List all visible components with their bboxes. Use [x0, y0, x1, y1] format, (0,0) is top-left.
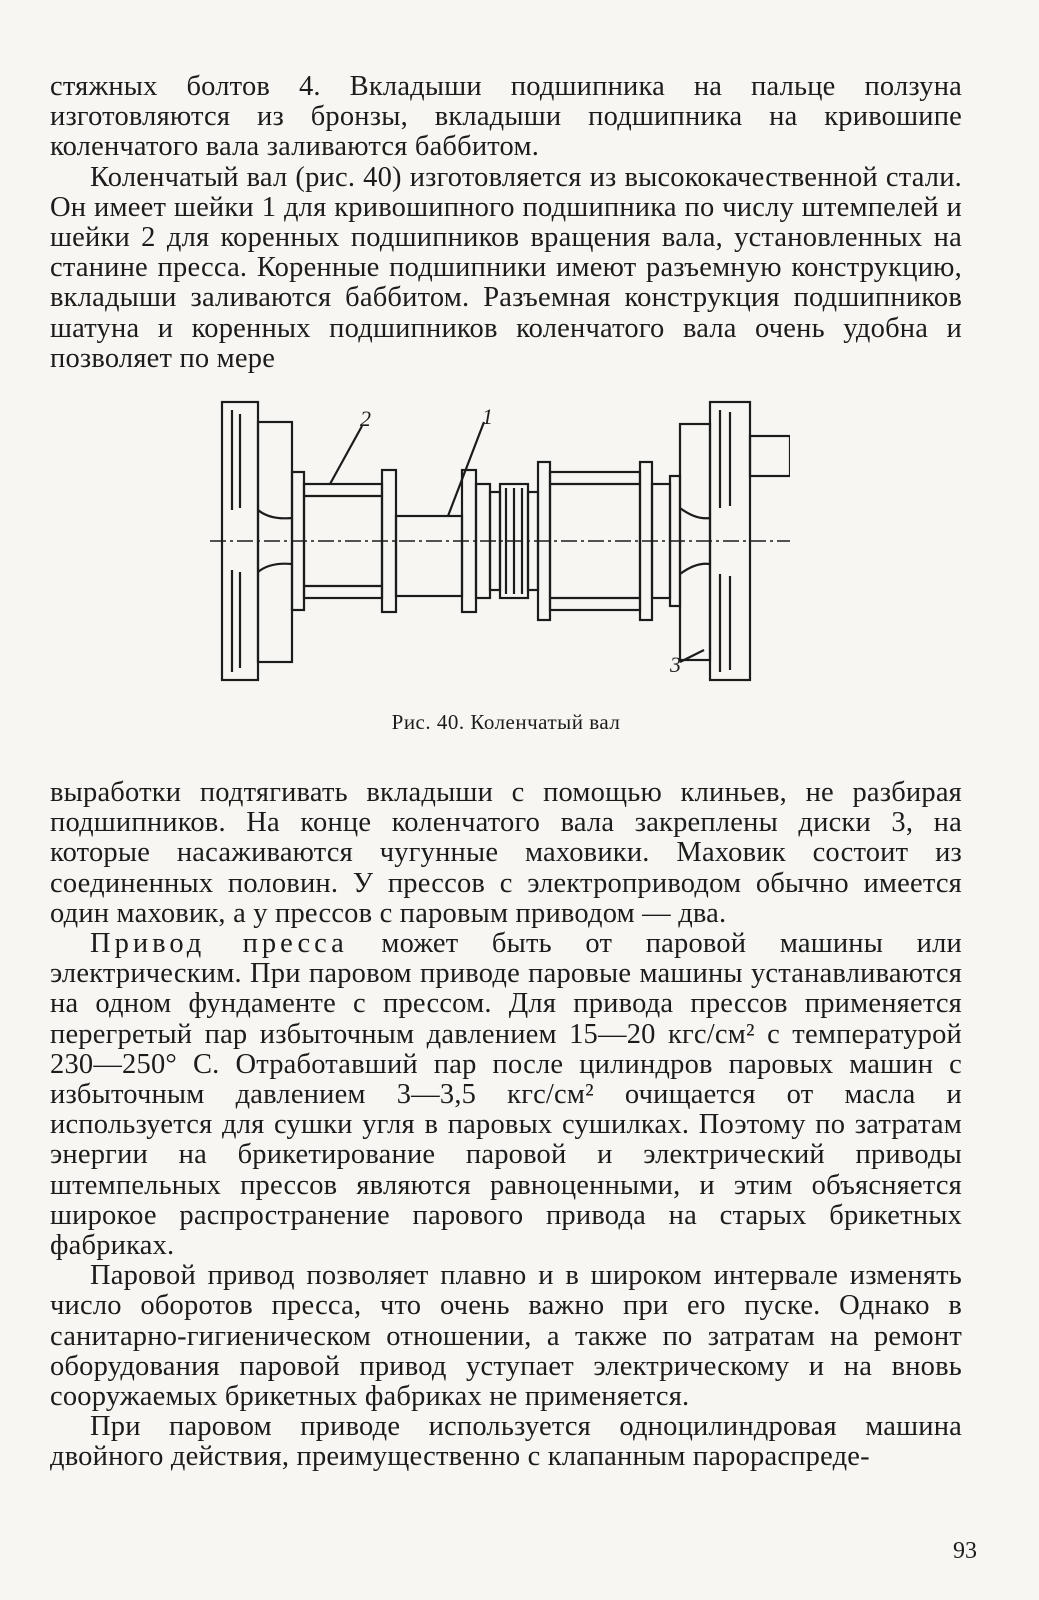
page-number: 93 [953, 1538, 977, 1564]
paragraph-bottom-1: выработки подтягивать вкладыши с помощью клиньев, не разбирая подшипников. На конце коленчатого вала закреплены диски 3, на которые насаживаются чугунные маховики. Маховик состоит из соединенных половин. У прессов с электроприводом обычно имеется один маховик, а у прессов с паровым приводом — два. [50, 777, 962, 929]
text-after-figure [50, 778, 962, 1473]
label-3: 3 [670, 652, 681, 677]
paragraph-bottom-2 [50, 929, 962, 1261]
crankshaft-drawing [210, 400, 790, 700]
paragraph-top-2: Коленчатый вал (рис. 40) изготовляется из высококачественной стали. Он имеет шейки 1 для кривошипного подшипника по числу штемпелей и шейки 2 для коренных подшипников вращения вала, установленных на станине пресса. Коренные подшипники имеют разъемную конструкцию, вкладыши заливаются баббитом. Разъемная конструкция подшипников шатуна и коренных подшипников коленчатого вала очень удобна и позволяет по мере [50, 161, 962, 374]
paragraph-bottom-4: При паровом приводе используется одноцилиндровая машина двойного действия, преимущественно с клапанным парораспреде- [50, 1411, 962, 1473]
figure-crankshaft [50, 400, 962, 766]
paragraph-bottom-3: Паровой привод позволяет плавно и в широком интервале изменять число оборотов пресса, что очень важно при его пуске. Однако в санитарно-гигиеническом отношении, а также по затратам на ремонт оборудования паровой привод уступает электрическому и на вновь сооружаемых брикетных фабриках не применяется. [50, 1260, 962, 1413]
page-body [50, 71, 963, 1473]
main-journal-left [304, 484, 382, 598]
figure-caption: Рис. 40. Коленчатый вал [391, 710, 621, 734]
label-2: 2 [360, 406, 371, 431]
left-disk-hub [258, 422, 292, 662]
paragraph-bottom-2-text: может быть от паровой машины или электрическим. При паровом приводе паровые машины устанавливаются на одном фундаменте с прессом. Для привода прессов применяется перегретый пар избыточным давлением 15—20 кгс/см² с температурой 230—250° С. Отработавший пар после цилиндров паровых машин с избыточным давлением 3—3,5 кгс/см² очищается от масла и используется для сушки угля в паровых сушилках. Поэтому по затратам энергии на брикетирование паровой и электрический приводы штемпельных прессов являются равноценными, и этим объясняется широкое распространение парового привода на старых брикетных фабриках. [50, 928, 963, 1262]
right-disk-hub [680, 424, 710, 660]
label-1: 1 [482, 404, 493, 429]
paragraph-top-1: стяжных болтов 4. Вкладыши подшипника на пальце ползуна изготовляются из бронзы, вкладыши подшипника на кривошипе коленчатого вала заливаются баббитом. [50, 71, 962, 163]
emphasis-drive: Привод пресса [90, 928, 348, 960]
crankpin [396, 516, 462, 596]
